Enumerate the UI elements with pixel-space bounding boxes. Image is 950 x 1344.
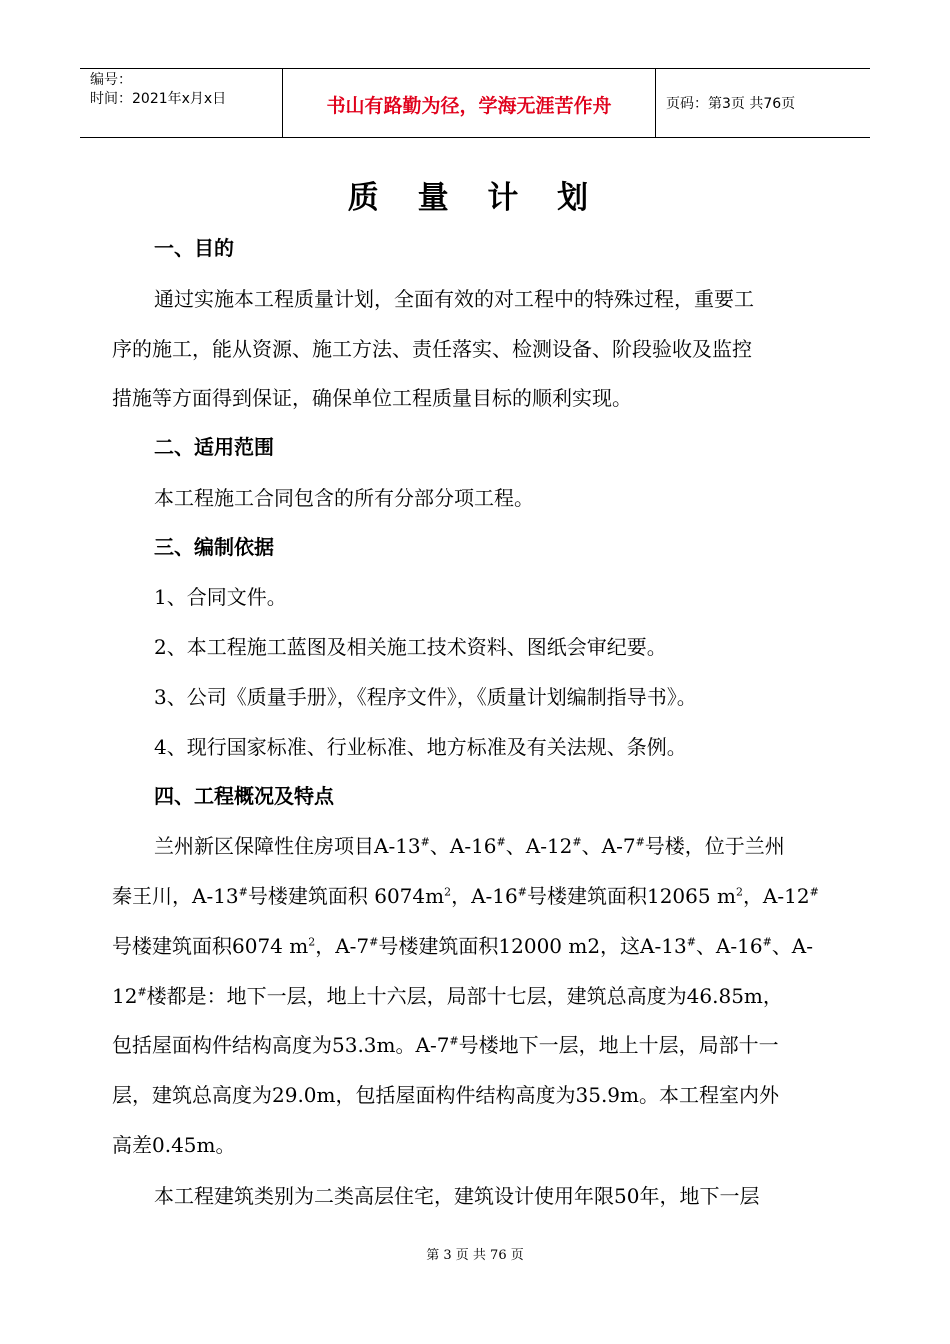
- paragraph-line: 包括屋面构件结构高度为53.3m。A-7#号楼地下一层，地上十层，局部十一: [112, 1033, 779, 1057]
- header-page-number: 页码：第3页 共76页: [666, 96, 796, 112]
- list-item: 1、合同文件。: [154, 585, 287, 609]
- page-footer: 第 3 页 共 76 页: [426, 1248, 524, 1263]
- paragraph-line: 层，建筑总高度为29.0m，包括屋面构件结构高度为35.9m。本工程室内外: [112, 1083, 779, 1107]
- header-middle-cell: [282, 69, 656, 137]
- paragraph-line: 号楼建筑面积6074 $m^2$，A-7#号楼建筑面积12000 m2，这A-13#、A-16#、A-: [112, 934, 814, 958]
- paragraph-line: 兰州新区保障性住房项目A-13#、A-16#、A-12#、A-7#号楼，位于兰州: [154, 834, 785, 858]
- document-date-label: 时间：2021年x月x日: [90, 91, 227, 107]
- list-item: 3、公司《质量手册》，《程序文件》，《质量计划编制指导书》。: [154, 685, 697, 709]
- paragraph-line: 序的施工，能从资源、施工方法、责任落实、检测设备、阶段验收及监控: [112, 337, 752, 361]
- section-heading-basis: 三、编制依据: [154, 535, 274, 559]
- paragraph-line: 12#楼都是：地下一层，地上十六层，局部十七层，建筑总高度为46.85m，: [112, 984, 783, 1008]
- header-motto: 书山有路勤为径，学海无涯苦作舟: [326, 95, 612, 117]
- section-heading-purpose: 一、目的: [154, 236, 234, 260]
- header-right-cell: [656, 69, 870, 137]
- paragraph-line: 秦王川，A-13#号楼建筑面积 $6074m^2$，A-16#号楼建筑面积12065 $m^2$，A-12#: [112, 884, 819, 908]
- paragraph-line: 措施等方面得到保证，确保单位工程质量目标的顺利实现。: [112, 386, 632, 410]
- section-heading-scope: 二、适用范围: [154, 435, 274, 459]
- paragraph-line: 高差0.45m。: [112, 1133, 236, 1157]
- list-item: 4、现行国家标准、行业标准、地方标准及有关法规、条例。: [154, 735, 687, 759]
- header-left-cell: [80, 69, 282, 137]
- document-number-label: 编号：: [90, 72, 132, 88]
- document-title: 质 量 计 划: [347, 180, 603, 216]
- paragraph-line: 通过实施本工程质量计划，全面有效的对工程中的特殊过程，重要工: [154, 287, 754, 311]
- section-heading-overview: 四、工程概况及特点: [154, 784, 334, 808]
- list-item: 2、本工程施工蓝图及相关施工技术资料、图纸会审纪要。: [154, 635, 667, 659]
- page-header: [80, 68, 870, 138]
- paragraph-line: 本工程施工合同包含的所有分部分项工程。: [154, 486, 534, 510]
- paragraph-line: 本工程建筑类别为二类高层住宅，建筑设计使用年限50年，地下一层: [154, 1184, 760, 1208]
